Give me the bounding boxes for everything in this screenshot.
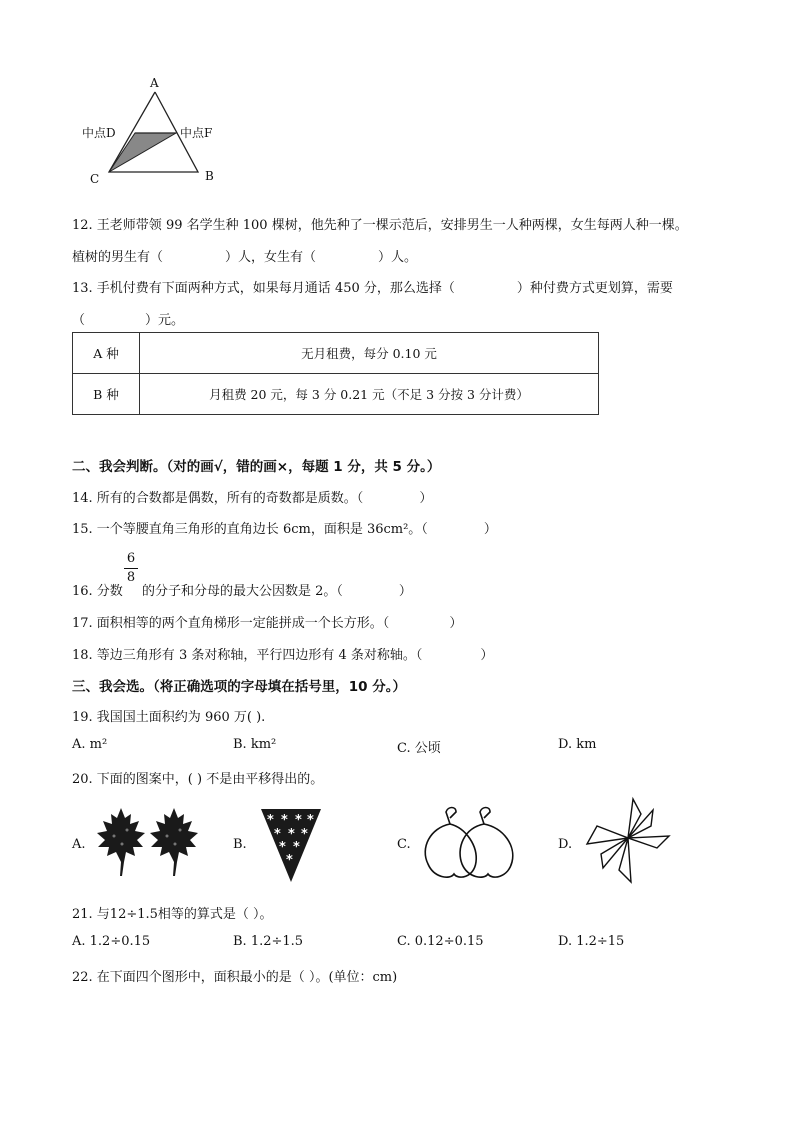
q12-line2: [72, 246, 417, 265]
svg-text:*: *: [293, 840, 300, 855]
svg-text:*: *: [279, 840, 286, 855]
q21-option-c: C. 0.12÷0.15: [397, 934, 484, 949]
label-f: 中点F: [180, 126, 213, 140]
overlapping-hearts-image: [420, 804, 520, 884]
q21-stem: 21. 与12÷1.5相等的算式是（ ）。: [72, 907, 273, 922]
fraction: [124, 551, 138, 586]
q21-option-d: D. 1.2÷15: [558, 934, 625, 949]
svg-text:*: *: [295, 813, 302, 828]
star-triangle-image: [259, 806, 323, 884]
q20-option-c: C.: [397, 837, 411, 852]
q15-text: 15. 一个等腰直角三角形的直角边长 6cm，面积是 36cm²。（: [72, 522, 428, 537]
svg-text:*: *: [281, 813, 288, 828]
table-row: [73, 374, 599, 415]
pinwheel-image: [583, 796, 673, 886]
q19-option-d: D. km: [558, 737, 597, 752]
close-paren: ）: [419, 491, 433, 506]
svg-text:*: *: [267, 813, 274, 828]
fraction-numerator: 6: [126, 551, 136, 566]
q20-option-b: B.: [233, 837, 247, 852]
q19-stem: 19. 我国国土面积约为 960 万( ).: [72, 710, 266, 725]
fee-table: [72, 332, 599, 415]
q18: [72, 644, 493, 663]
label-a: A: [150, 76, 159, 90]
close-paren: ）: [480, 648, 494, 663]
svg-text:*: *: [274, 827, 281, 842]
section-2-heading: 二、我会判断。（对的画√，错的画×，每题 1 分，共 5 分。）: [72, 459, 441, 475]
q17: [72, 612, 462, 631]
q14: [72, 487, 432, 506]
close-paren: ）: [398, 584, 412, 599]
q12-text-b: ）人，女生有（: [225, 250, 317, 265]
q16-text: 的分子和分母的最大公因数是 2。（: [142, 584, 343, 599]
svg-text:*: *: [301, 827, 308, 842]
q21-option-b: B. 1.2÷1.5: [233, 934, 304, 949]
q13-line2: [72, 309, 184, 328]
q19-option-b: B. km²: [233, 737, 277, 752]
q19-option-a: A. m²: [72, 737, 108, 752]
section-3-heading: 三、我会选。（将正确选项的字母填在括号里，10 分。）: [72, 679, 406, 695]
q16-pre: 16. 分数: [72, 584, 123, 599]
q13-text-a: 13. 手机付费有下面两种方式，如果每月通话 450 分，那么选择（: [72, 281, 455, 296]
q20-stem: 20. 下面的图案中，( ) 不是由平移得出的。: [72, 772, 324, 787]
q14-text: 14. 所有的合数都是偶数，所有的奇数都是质数。（: [72, 491, 364, 506]
q13-line1: [72, 277, 673, 296]
q21-option-a: A. 1.2÷0.15: [72, 934, 151, 949]
q12-line1: 12. 王老师带领 99 名学生种 100 棵树，他先种了一棵示范后，安排男生一人种两棵，女生每两人种一棵。: [72, 218, 688, 233]
svg-text:*: *: [286, 853, 293, 868]
q13-text-c: （: [72, 313, 86, 328]
close-paren: ）: [449, 616, 463, 631]
svg-text:*: *: [288, 827, 295, 842]
q17-text: 17. 面积相等的两个直角梯形一定能拼成一个长方形。（: [72, 616, 390, 631]
table-cell-key: A 种: [73, 333, 140, 374]
q13-text-d: ）元。: [145, 313, 185, 328]
label-b: B: [205, 169, 214, 183]
q20-option-d: D.: [558, 837, 573, 852]
q22-stem: 22. 在下面四个图形中，面积最小的是（ ）。(单位：cm): [72, 970, 398, 985]
svg-text:*: *: [307, 813, 314, 828]
q12-text-c: ）人。: [378, 250, 418, 265]
close-paren: ）: [483, 522, 497, 537]
fraction-bar: [124, 568, 138, 569]
q19-option-c: C. 公顷: [397, 741, 441, 756]
table-cell-key: B 种: [73, 374, 140, 415]
table-cell-value: 无月租费，每分 0.10 元: [140, 333, 599, 374]
q12-text-a: 植树的男生有（: [72, 250, 164, 265]
label-c: C: [90, 172, 100, 186]
q13-text-b: ）种付费方式更划算，需要: [516, 281, 673, 296]
label-d: 中点D: [82, 126, 116, 140]
fraction-denominator: 8: [126, 570, 136, 585]
table-row: [73, 333, 599, 374]
q16-post: [142, 580, 412, 599]
q18-text: 18. 等边三角形有 3 条对称轴，平行四边形有 4 条对称轴。（: [72, 648, 423, 663]
q20-option-a: A.: [72, 837, 86, 852]
shaded-region: [109, 133, 176, 172]
q15: [72, 518, 497, 537]
table-cell-value: 月租费 20 元，每 3 分 0.21 元（不足 3 分按 3 分计费）: [140, 374, 599, 415]
maple-leaves-image: [94, 806, 204, 882]
